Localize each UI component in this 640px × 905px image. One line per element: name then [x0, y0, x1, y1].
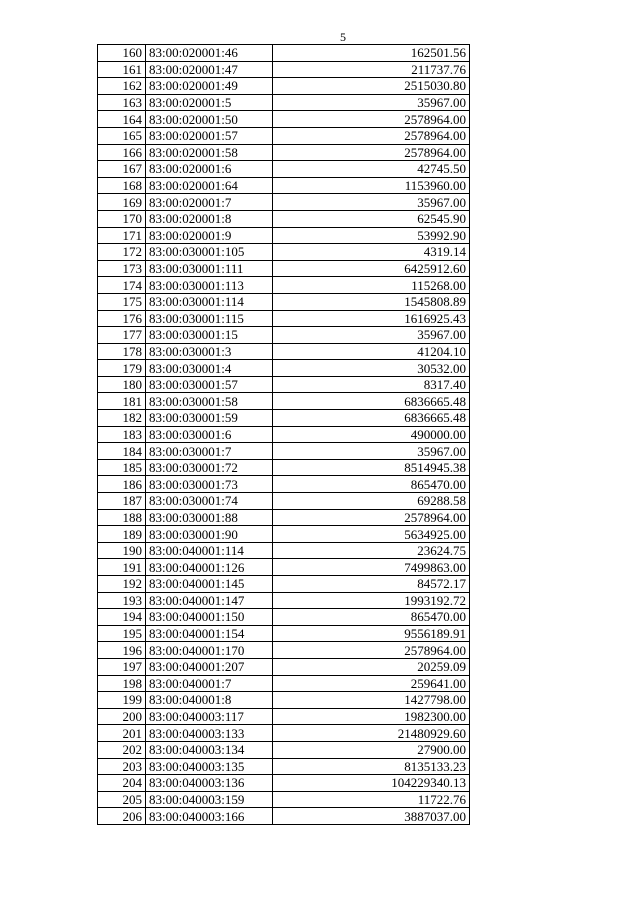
table-row — [98, 609, 470, 626]
table-row — [98, 509, 470, 526]
row-number-cell: 180 — [98, 376, 146, 393]
cadastral-number-cell: 83:00:030001:74 — [146, 493, 273, 510]
row-number-cell: 206 — [98, 808, 146, 825]
cadastral-number-cell: 83:00:020001:47 — [146, 61, 273, 78]
cadastral-number-cell: 83:00:030001:4 — [146, 360, 273, 377]
row-number-cell: 186 — [98, 476, 146, 493]
cadastral-value-cell: 211737.76 — [273, 61, 470, 78]
cadastral-number-cell: 83:00:040001:154 — [146, 625, 273, 642]
cadastral-number-cell: 83:00:040003:117 — [146, 708, 273, 725]
cadastral-value-cell: 490000.00 — [273, 426, 470, 443]
cadastral-value-cell: 42745.50 — [273, 161, 470, 178]
cadastral-number-cell: 83:00:040003:159 — [146, 791, 273, 808]
cadastral-value-cell: 104229340.13 — [273, 775, 470, 792]
table-row — [98, 426, 470, 443]
cadastral-number-cell: 83:00:020001:49 — [146, 78, 273, 95]
cadastral-value-cell: 2578964.00 — [273, 111, 470, 128]
table-row — [98, 227, 470, 244]
row-number-cell: 201 — [98, 725, 146, 742]
table-row — [98, 542, 470, 559]
table-row — [98, 692, 470, 709]
table-row — [98, 327, 470, 344]
cadastral-value-cell: 865470.00 — [273, 476, 470, 493]
cadastral-value-cell: 35967.00 — [273, 327, 470, 344]
cadastral-value-cell: 35967.00 — [273, 443, 470, 460]
cadastral-number-cell: 83:00:040001:126 — [146, 559, 273, 576]
table-row — [98, 360, 470, 377]
table-row — [98, 625, 470, 642]
cadastral-number-cell: 83:00:040003:136 — [146, 775, 273, 792]
table-row — [98, 343, 470, 360]
cadastral-number-cell: 83:00:040001:8 — [146, 692, 273, 709]
table-row — [98, 808, 470, 825]
cadastral-value-cell: 7499863.00 — [273, 559, 470, 576]
cadastral-value-cell: 2578964.00 — [273, 642, 470, 659]
table-row — [98, 675, 470, 692]
cadastral-number-cell: 83:00:040001:207 — [146, 658, 273, 675]
cadastral-number-cell: 83:00:040003:135 — [146, 758, 273, 775]
table-row — [98, 393, 470, 410]
table-row — [98, 443, 470, 460]
cadastral-number-cell: 83:00:020001:58 — [146, 144, 273, 161]
table-row — [98, 210, 470, 227]
table-row — [98, 410, 470, 427]
row-number-cell: 176 — [98, 310, 146, 327]
cadastral-value-cell: 30532.00 — [273, 360, 470, 377]
row-number-cell: 161 — [98, 61, 146, 78]
row-number-cell: 198 — [98, 675, 146, 692]
table-row — [98, 741, 470, 758]
row-number-cell: 169 — [98, 194, 146, 211]
table-body — [98, 45, 470, 825]
row-number-cell: 162 — [98, 78, 146, 95]
cadastral-value-cell: 84572.17 — [273, 576, 470, 593]
cadastral-number-cell: 83:00:030001:3 — [146, 343, 273, 360]
cadastral-number-cell: 83:00:030001:105 — [146, 244, 273, 261]
cadastral-value-cell: 2578964.00 — [273, 127, 470, 144]
row-number-cell: 164 — [98, 111, 146, 128]
cadastral-value-cell: 6425912.60 — [273, 260, 470, 277]
cadastral-number-cell: 83:00:040001:147 — [146, 592, 273, 609]
cadastral-value-cell: 35967.00 — [273, 194, 470, 211]
row-number-cell: 172 — [98, 244, 146, 261]
cadastral-number-cell: 83:00:030001:59 — [146, 410, 273, 427]
cadastral-value-cell: 20259.09 — [273, 658, 470, 675]
cadastral-value-cell: 865470.00 — [273, 609, 470, 626]
cadastral-number-cell: 83:00:040001:7 — [146, 675, 273, 692]
row-number-cell: 184 — [98, 443, 146, 460]
row-number-cell: 188 — [98, 509, 146, 526]
cadastral-value-cell: 2578964.00 — [273, 144, 470, 161]
cadastral-value-cell: 1616925.43 — [273, 310, 470, 327]
cadastral-number-cell: 83:00:020001:46 — [146, 45, 273, 62]
cadastral-number-cell: 83:00:030001:90 — [146, 526, 273, 543]
cadastral-value-cell: 9556189.91 — [273, 625, 470, 642]
table-row — [98, 526, 470, 543]
row-number-cell: 191 — [98, 559, 146, 576]
cadastral-value-cell: 8135133.23 — [273, 758, 470, 775]
cadastral-number-cell: 83:00:030001:58 — [146, 393, 273, 410]
cadastral-number-cell: 83:00:040001:114 — [146, 542, 273, 559]
row-number-cell: 192 — [98, 576, 146, 593]
cadastral-value-cell: 62545.90 — [273, 210, 470, 227]
row-number-cell: 202 — [98, 741, 146, 758]
cadastral-number-cell: 83:00:030001:57 — [146, 376, 273, 393]
row-number-cell: 165 — [98, 127, 146, 144]
row-number-cell: 195 — [98, 625, 146, 642]
cadastral-number-cell: 83:00:040003:134 — [146, 741, 273, 758]
cadastral-number-cell: 83:00:020001:7 — [146, 194, 273, 211]
table-row — [98, 592, 470, 609]
cadastral-number-cell: 83:00:040003:133 — [146, 725, 273, 742]
cadastral-value-cell: 259641.00 — [273, 675, 470, 692]
row-number-cell: 190 — [98, 542, 146, 559]
cadastral-value-cell: 8317.40 — [273, 376, 470, 393]
row-number-cell: 189 — [98, 526, 146, 543]
cadastral-number-cell: 83:00:020001:57 — [146, 127, 273, 144]
table-row — [98, 45, 470, 62]
cadastral-number-cell: 83:00:040001:145 — [146, 576, 273, 593]
cadastral-value-cell: 23624.75 — [273, 542, 470, 559]
cadastral-value-cell: 1993192.72 — [273, 592, 470, 609]
row-number-cell: 200 — [98, 708, 146, 725]
cadastral-number-cell: 83:00:040001:150 — [146, 609, 273, 626]
table-row — [98, 476, 470, 493]
table-row — [98, 244, 470, 261]
row-number-cell: 179 — [98, 360, 146, 377]
table-row — [98, 775, 470, 792]
cadastral-value-cell: 4319.14 — [273, 244, 470, 261]
row-number-cell: 182 — [98, 410, 146, 427]
cadastral-number-cell: 83:00:030001:6 — [146, 426, 273, 443]
cadastral-value-cell: 21480929.60 — [273, 725, 470, 742]
row-number-cell: 170 — [98, 210, 146, 227]
cadastral-number-cell: 83:00:020001:8 — [146, 210, 273, 227]
cadastral-number-cell: 83:00:020001:5 — [146, 94, 273, 111]
page-number: 5 — [340, 30, 346, 44]
table-row — [98, 111, 470, 128]
table-row — [98, 293, 470, 310]
row-number-cell: 166 — [98, 144, 146, 161]
table-row — [98, 576, 470, 593]
row-number-cell: 163 — [98, 94, 146, 111]
cadastral-value-cell: 5634925.00 — [273, 526, 470, 543]
table-row — [98, 310, 470, 327]
row-number-cell: 196 — [98, 642, 146, 659]
table-row — [98, 127, 470, 144]
cadastral-number-cell: 83:00:040003:166 — [146, 808, 273, 825]
cadastral-value-cell: 1982300.00 — [273, 708, 470, 725]
cadastral-value-table — [97, 44, 470, 825]
row-number-cell: 160 — [98, 45, 146, 62]
table-row — [98, 493, 470, 510]
row-number-cell: 183 — [98, 426, 146, 443]
table-row — [98, 144, 470, 161]
row-number-cell: 167 — [98, 161, 146, 178]
row-number-cell: 178 — [98, 343, 146, 360]
cadastral-value-cell: 6836665.48 — [273, 393, 470, 410]
table-row — [98, 376, 470, 393]
table-row — [98, 194, 470, 211]
cadastral-number-cell: 83:00:030001:114 — [146, 293, 273, 310]
cadastral-value-cell: 3887037.00 — [273, 808, 470, 825]
table-row — [98, 277, 470, 294]
cadastral-value-cell: 1545808.89 — [273, 293, 470, 310]
row-number-cell: 187 — [98, 493, 146, 510]
row-number-cell: 194 — [98, 609, 146, 626]
table-row — [98, 177, 470, 194]
row-number-cell: 204 — [98, 775, 146, 792]
table-row — [98, 61, 470, 78]
cadastral-value-cell: 27900.00 — [273, 741, 470, 758]
cadastral-value-cell: 6836665.48 — [273, 410, 470, 427]
row-number-cell: 175 — [98, 293, 146, 310]
row-number-cell: 197 — [98, 658, 146, 675]
cadastral-number-cell: 83:00:030001:88 — [146, 509, 273, 526]
table-row — [98, 459, 470, 476]
table-row — [98, 260, 470, 277]
cadastral-value-cell: 162501.56 — [273, 45, 470, 62]
table-row — [98, 642, 470, 659]
cadastral-value-cell: 8514945.38 — [273, 459, 470, 476]
cadastral-number-cell: 83:00:030001:111 — [146, 260, 273, 277]
cadastral-value-cell: 1153960.00 — [273, 177, 470, 194]
table-row — [98, 708, 470, 725]
table-row — [98, 658, 470, 675]
row-number-cell: 185 — [98, 459, 146, 476]
table-row — [98, 94, 470, 111]
cadastral-value-cell: 35967.00 — [273, 94, 470, 111]
cadastral-number-cell: 83:00:040001:170 — [146, 642, 273, 659]
cadastral-value-cell: 41204.10 — [273, 343, 470, 360]
cadastral-value-cell: 2578964.00 — [273, 509, 470, 526]
cadastral-number-cell: 83:00:020001:50 — [146, 111, 273, 128]
cadastral-value-cell: 11722.76 — [273, 791, 470, 808]
row-number-cell: 193 — [98, 592, 146, 609]
table-row — [98, 758, 470, 775]
cadastral-number-cell: 83:00:030001:113 — [146, 277, 273, 294]
cadastral-value-cell: 115268.00 — [273, 277, 470, 294]
cadastral-number-cell: 83:00:020001:64 — [146, 177, 273, 194]
row-number-cell: 174 — [98, 277, 146, 294]
cadastral-value-cell: 2515030.80 — [273, 78, 470, 95]
cadastral-value-cell: 69288.58 — [273, 493, 470, 510]
row-number-cell: 168 — [98, 177, 146, 194]
cadastral-number-cell: 83:00:020001:6 — [146, 161, 273, 178]
cadastral-number-cell: 83:00:030001:15 — [146, 327, 273, 344]
cadastral-number-cell: 83:00:030001:72 — [146, 459, 273, 476]
table-row — [98, 725, 470, 742]
row-number-cell: 171 — [98, 227, 146, 244]
row-number-cell: 205 — [98, 791, 146, 808]
row-number-cell: 177 — [98, 327, 146, 344]
row-number-cell: 181 — [98, 393, 146, 410]
row-number-cell: 173 — [98, 260, 146, 277]
cadastral-number-cell: 83:00:020001:9 — [146, 227, 273, 244]
row-number-cell: 199 — [98, 692, 146, 709]
table-row — [98, 78, 470, 95]
cadastral-value-cell: 53992.90 — [273, 227, 470, 244]
table-row — [98, 161, 470, 178]
row-number-cell: 203 — [98, 758, 146, 775]
cadastral-number-cell: 83:00:030001:7 — [146, 443, 273, 460]
cadastral-value-cell: 1427798.00 — [273, 692, 470, 709]
cadastral-number-cell: 83:00:030001:115 — [146, 310, 273, 327]
table-row — [98, 791, 470, 808]
cadastral-number-cell: 83:00:030001:73 — [146, 476, 273, 493]
table-row — [98, 559, 470, 576]
